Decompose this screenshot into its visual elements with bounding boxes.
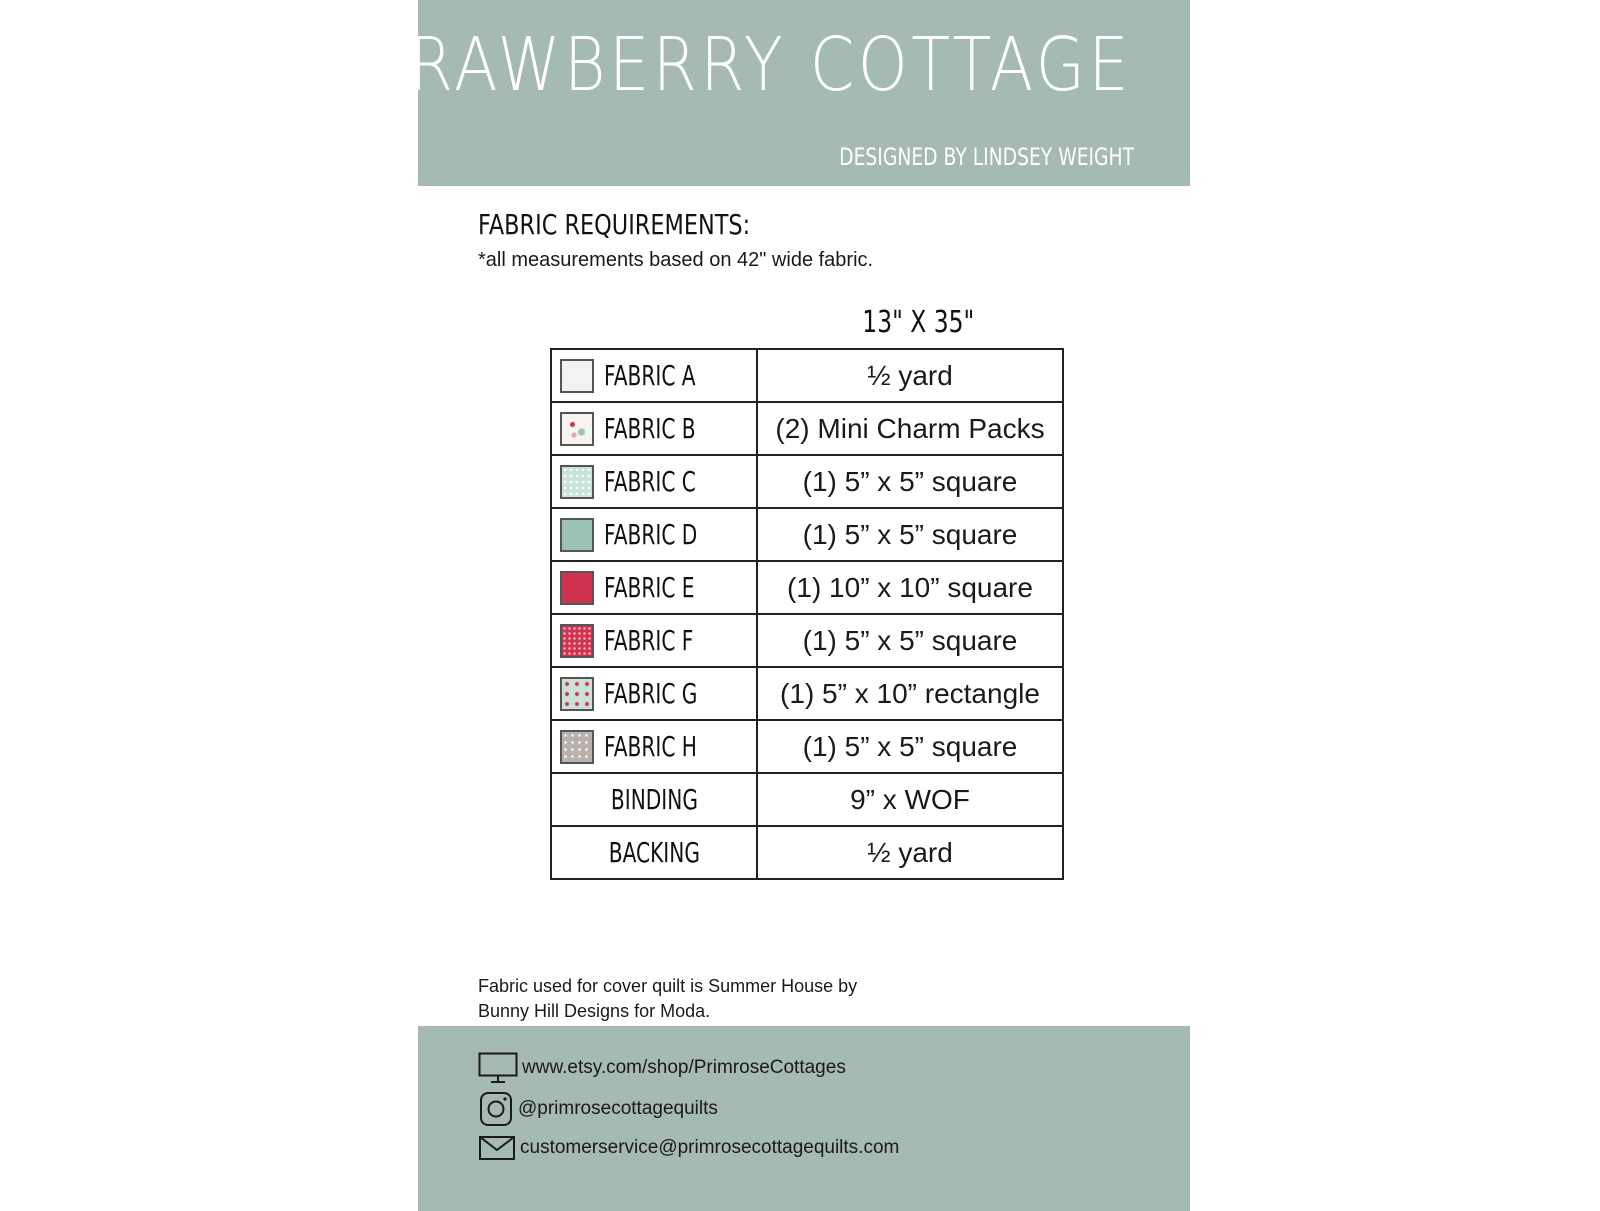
table-row	[551, 561, 1063, 614]
fabric-name-cell	[551, 402, 757, 455]
fabric-name: FABRIC D	[604, 518, 698, 551]
envelope-icon	[478, 1134, 516, 1162]
quilt-size-label: 13" X 35"	[862, 305, 975, 340]
fabric-name-wrap	[552, 562, 756, 613]
website-link[interactable]: www.etsy.com/shop/PrimroseCottages	[522, 1057, 846, 1078]
fabric-amount: (1) 10” x 10” square	[757, 561, 1063, 614]
fabric-credit-line-1: Fabric used for cover quilt is Summer House by	[478, 976, 858, 996]
fabric-swatch-sage-solid	[560, 518, 594, 552]
requirements-heading: FABRIC REQUIREMENTS:	[478, 208, 751, 241]
fabric-amount: 9” x WOF	[757, 773, 1063, 826]
fabric-name: BACKING	[608, 836, 700, 869]
fabric-amount: (1) 5” x 5” square	[757, 508, 1063, 561]
fabric-name: FABRIC G	[604, 677, 698, 710]
monitor-icon	[478, 1052, 518, 1084]
requirements-note: *all measurements based on 42" wide fabric.	[478, 249, 874, 271]
website-row	[478, 1052, 846, 1084]
fabric-name-wrap	[552, 456, 756, 507]
fabric-amount: ½ yard	[757, 349, 1063, 402]
instagram-handle[interactable]: @primrosecottagequilts	[518, 1098, 718, 1119]
fabric-name-cell	[551, 614, 757, 667]
fabric-swatch-red-solid	[560, 571, 594, 605]
fabric-name-cell	[551, 667, 757, 720]
table-row	[551, 402, 1063, 455]
table-row	[551, 508, 1063, 561]
instagram-row	[478, 1091, 718, 1127]
pattern-title: STRAWBERRY COTTAGE	[322, 22, 1132, 108]
fabric-requirements-table	[550, 348, 1064, 880]
footer-band	[418, 1026, 1190, 1211]
fabric-name-wrap	[552, 774, 756, 825]
table-row	[551, 667, 1063, 720]
fabric-amount: (1) 5” x 10” rectangle	[757, 667, 1063, 720]
table-row	[551, 614, 1063, 667]
fabric-name-cell	[551, 349, 757, 402]
table-row	[551, 455, 1063, 508]
instagram-icon	[478, 1091, 514, 1127]
designer-credit: DESIGNED BY LINDSEY WEIGHT	[839, 143, 1134, 171]
fabric-amount: (1) 5” x 5” square	[757, 455, 1063, 508]
fabric-name-wrap	[552, 350, 756, 401]
fabric-name: FABRIC E	[604, 571, 695, 604]
fabric-amount: ½ yard	[757, 826, 1063, 879]
fabric-name-cell	[551, 455, 757, 508]
fabric-swatch-plain-white	[560, 359, 594, 393]
fabric-name: FABRIC B	[604, 412, 696, 445]
email-row	[478, 1134, 899, 1162]
fabric-name-cell	[551, 720, 757, 773]
table-row	[551, 349, 1063, 402]
fabric-name: FABRIC H	[604, 730, 697, 763]
fabric-name-wrap	[552, 668, 756, 719]
fabric-name-cell	[551, 773, 757, 826]
fabric-amount: (1) 5” x 5” square	[757, 720, 1063, 773]
fabric-name-cell	[551, 561, 757, 614]
pattern-page	[322, 0, 1190, 1211]
fabric-name-wrap	[552, 827, 756, 878]
header-band	[322, 0, 1190, 186]
fabric-swatch-grey-dots	[560, 730, 594, 764]
table-row	[551, 773, 1063, 826]
fabric-name: FABRIC A	[604, 359, 696, 392]
fabric-swatch-mint-strawberries	[560, 677, 594, 711]
fabric-name: FABRIC C	[604, 465, 696, 498]
fabric-swatch-mint-dots	[560, 465, 594, 499]
fabric-amount: (1) 5” x 5” square	[757, 614, 1063, 667]
fabric-credit-line-2: Bunny Hill Designs for Moda.	[478, 1001, 711, 1021]
fabric-name: BINDING	[610, 783, 698, 816]
fabric-name-wrap	[552, 721, 756, 772]
table-row	[551, 720, 1063, 773]
fabric-name-wrap	[552, 509, 756, 560]
fabric-credit	[478, 974, 898, 1024]
fabric-name-wrap	[552, 615, 756, 666]
fabric-swatch-red-dots	[560, 624, 594, 658]
table-row	[551, 826, 1063, 879]
fabric-name: FABRIC F	[604, 624, 694, 657]
fabric-swatch-print-charm	[560, 412, 594, 446]
fabric-name-wrap	[552, 403, 756, 454]
fabric-amount: (2) Mini Charm Packs	[757, 402, 1063, 455]
fabric-name-cell	[551, 826, 757, 879]
email-link[interactable]: customerservice@primrosecottagequilts.com	[520, 1137, 900, 1158]
fabric-name-cell	[551, 508, 757, 561]
